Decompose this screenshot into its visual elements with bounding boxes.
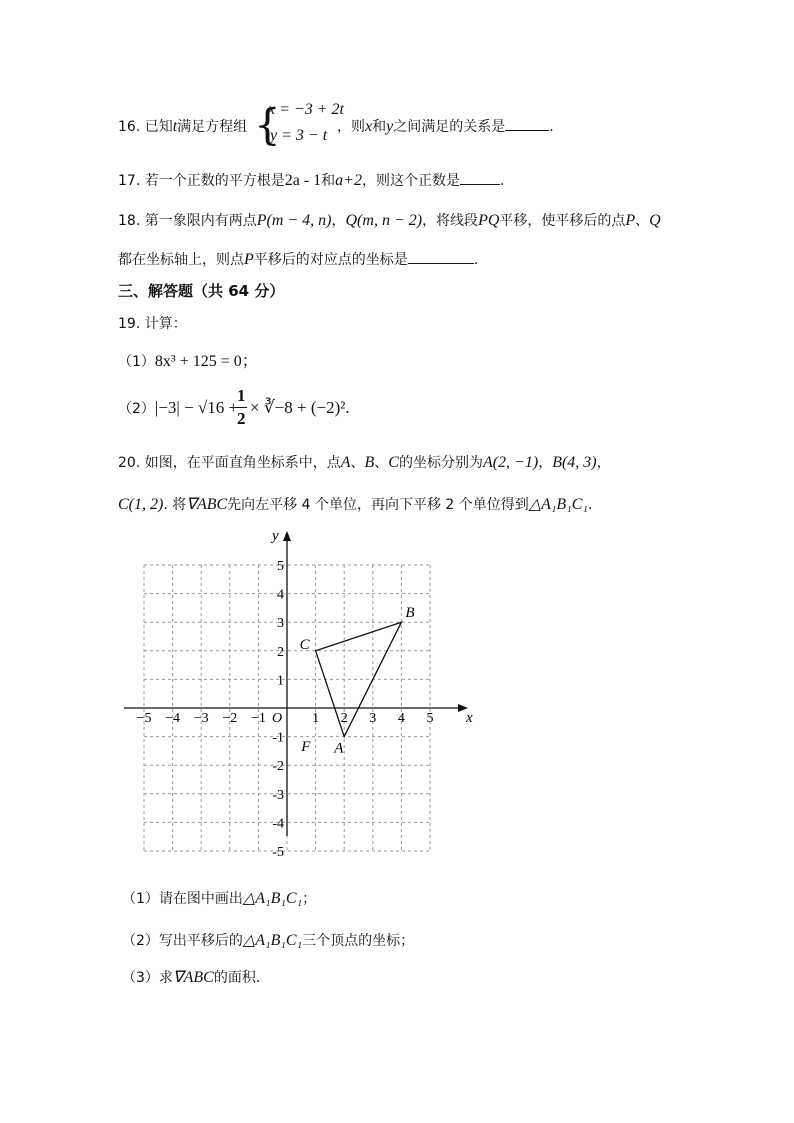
q20-number: 20. bbox=[118, 455, 141, 471]
q16-var-y: y bbox=[386, 118, 394, 135]
q19-frac-num: 1 bbox=[237, 386, 246, 405]
y-tick-label: 5 bbox=[277, 559, 284, 574]
q18-point-p: P(m − 4, n) bbox=[256, 212, 332, 229]
label-f: F bbox=[301, 738, 311, 755]
q20-sep1: 、 bbox=[350, 455, 365, 471]
y-tick-label: -4 bbox=[272, 816, 284, 832]
q18-text3: 平移，使平移后的点 bbox=[499, 213, 626, 229]
q20-sub3-text: 求 bbox=[158, 970, 173, 986]
y-axis-label: y bbox=[272, 528, 279, 544]
q18-comma: ， bbox=[331, 213, 346, 229]
x-tick-label: −3 bbox=[193, 711, 209, 726]
q16-and: 和 bbox=[372, 119, 387, 135]
x-tick-label: −4 bbox=[165, 711, 181, 726]
q16-var-t: t bbox=[172, 118, 178, 135]
y-tick-label: 3 bbox=[277, 616, 284, 632]
q17-expr2: a+2 bbox=[335, 172, 362, 189]
q20-sub3-end: 的面积. bbox=[213, 970, 261, 986]
q16-number: 16. bbox=[118, 119, 141, 135]
q20-end: . bbox=[588, 497, 593, 513]
q20-a-coord: A(2, −1) bbox=[482, 454, 539, 471]
q20-tri1: △A₁B₁C₁ bbox=[528, 496, 588, 513]
q16-text-pre: 已知 bbox=[144, 119, 173, 135]
q20-sub1-end: ； bbox=[302, 891, 317, 907]
q20-c-coord: C(1, 2) bbox=[118, 496, 164, 513]
q18-point-q: Q(m, n − 2) bbox=[345, 212, 423, 229]
q20-text2: 的坐标分别为 bbox=[398, 455, 483, 471]
triangle-abc-shape bbox=[316, 622, 402, 736]
triangle-abc bbox=[300, 605, 415, 756]
q16-text-mid: 满足方程组 bbox=[177, 119, 248, 135]
q20-comma2: ， bbox=[596, 455, 611, 471]
q20-tri: ∇ABC bbox=[186, 496, 228, 513]
q19-p1-label: （1） bbox=[118, 354, 155, 370]
y-axis-arrow bbox=[283, 531, 291, 541]
x-tick-label: −5 bbox=[136, 711, 152, 726]
q19-p2-label: （2） bbox=[118, 401, 155, 417]
vertex-label-b: B bbox=[405, 605, 415, 622]
q17-text1: 若一个正数的平方根是 bbox=[144, 173, 285, 189]
y-tick-label: -5 bbox=[272, 845, 284, 860]
q20-text4: 先向左平移 4 个单位，再向下平移 2 个单位得到 bbox=[227, 497, 529, 513]
x-tick-label: 2 bbox=[340, 711, 348, 726]
q20-a: A bbox=[340, 454, 351, 471]
q19-title: 计算： bbox=[144, 316, 187, 332]
x-tick-label: −1 bbox=[250, 711, 266, 726]
y-tick-label: -2 bbox=[272, 759, 284, 775]
q16-post1: ，则 bbox=[337, 119, 365, 135]
q16-var-x: x bbox=[365, 118, 373, 135]
q19-frac-den: 2 bbox=[237, 409, 246, 428]
q20-sep2: 、 bbox=[374, 455, 389, 471]
q18-segment-pq: PQ bbox=[478, 212, 500, 229]
q20-comma1: ， bbox=[538, 455, 553, 471]
q18-number: 18. bbox=[118, 213, 141, 229]
q20-sub1-tri: △A₁B₁C₁ bbox=[242, 890, 303, 907]
x-tick-label: −2 bbox=[222, 711, 238, 726]
q17-end: . bbox=[499, 173, 505, 189]
q20-b-coord: B(4, 3) bbox=[552, 454, 597, 471]
q20-b: B bbox=[364, 454, 375, 471]
x-tick-label: 3 bbox=[369, 711, 377, 726]
y-tick-label: -3 bbox=[272, 787, 284, 803]
q20-sub1-label: （1） bbox=[122, 891, 159, 907]
q20-sub2-tri: △A₁B₁C₁ bbox=[242, 932, 303, 949]
q18-p2: P bbox=[625, 212, 636, 229]
y-tick-label: -1 bbox=[272, 730, 284, 746]
q18-q2: Q bbox=[649, 212, 661, 229]
q17-text2: ，则这个正数是 bbox=[361, 173, 460, 189]
q19-p2-expr-a: |−3| − √16 + bbox=[154, 398, 239, 417]
x-tick-label: 5 bbox=[426, 711, 434, 726]
q20-sub2-text: 写出平移后的 bbox=[158, 933, 243, 949]
q20-sub1 bbox=[122, 888, 316, 908]
q18-text1: 第一象限内有两点 bbox=[144, 213, 257, 229]
q20-sub1-text: 请在图中画出 bbox=[158, 891, 243, 907]
q20-sub2 bbox=[122, 930, 414, 950]
vertex-label-c: C bbox=[299, 636, 310, 653]
q18-sep: 、 bbox=[635, 213, 650, 229]
origin-label: O bbox=[272, 711, 283, 726]
q18-end: . bbox=[473, 252, 479, 268]
q19-p1-expr: 8x³ + 125 = 0； bbox=[154, 353, 258, 370]
x-tick-label: 1 bbox=[312, 711, 320, 726]
y-tick-label: 2 bbox=[277, 644, 284, 660]
q20-sub3 bbox=[122, 967, 260, 987]
x-axis-label: x bbox=[466, 710, 473, 726]
q20-c: C bbox=[388, 454, 399, 471]
y-tick-label: 1 bbox=[277, 673, 284, 689]
q17-number: 17. bbox=[118, 173, 141, 189]
q20-sub3-tri: ∇ABC bbox=[172, 969, 214, 986]
x-tick-label: 4 bbox=[397, 711, 405, 726]
q18-line2a: 都在坐标轴上，则点 bbox=[118, 252, 244, 268]
q20-sub2-end: 三个顶点的坐标； bbox=[302, 933, 415, 949]
q20-text1: 如图，在平面直角坐标系中，点 bbox=[144, 455, 341, 471]
q16-eq2: y = 3 − t bbox=[270, 127, 328, 144]
q20-text3: . 将 bbox=[163, 497, 187, 513]
q18-p3: P bbox=[244, 251, 254, 268]
section-3-title: 三、解答题（共 64 分） bbox=[118, 282, 285, 300]
q16-post2: 之间满足的关系是 bbox=[393, 119, 506, 135]
y-tick-label: 4 bbox=[277, 587, 284, 603]
q19-number: 19. bbox=[118, 316, 141, 332]
axes bbox=[124, 531, 468, 836]
q16-eq1: x = −3 + 2t bbox=[268, 101, 344, 118]
q20-sub2-label: （2） bbox=[122, 933, 159, 949]
q17-expr1: 2a - 1 bbox=[284, 172, 322, 189]
q19-p2-expr-b: × ∛−8 + (−2)². bbox=[250, 398, 350, 417]
q16-brace: { bbox=[254, 100, 281, 149]
vertex-label-a: A bbox=[334, 740, 344, 757]
q18-line2b: 平移后的对应点的坐标是 bbox=[253, 252, 408, 268]
tick-labels bbox=[137, 528, 473, 860]
q17-and: 和 bbox=[321, 173, 336, 189]
q18-text2: ，将线段 bbox=[422, 213, 479, 229]
q16-end: . bbox=[549, 119, 554, 135]
q20-sub3-label: （3） bbox=[122, 970, 159, 986]
